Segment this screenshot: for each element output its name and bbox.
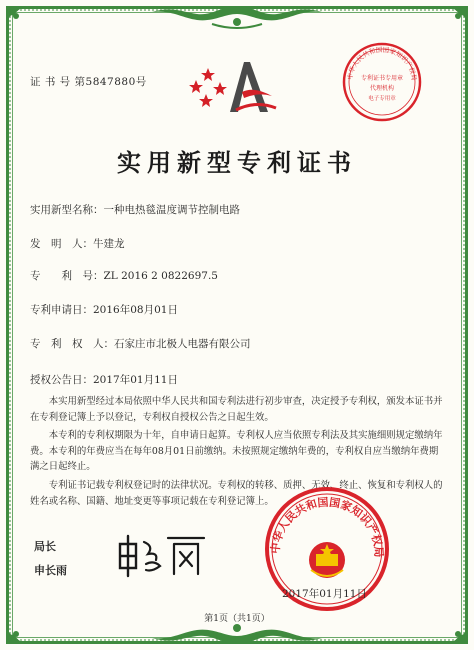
top-ornament-icon — [142, 2, 332, 32]
svg-text:中华人民共和国国家知识产权局: 中华人民共和国国家知识产权局 — [268, 495, 386, 558]
signatory-title: 局长 — [34, 540, 56, 553]
signatory-name: 申长雨 — [34, 564, 67, 577]
certificate-title: 实用新型专利证书 — [117, 148, 357, 177]
svg-text:电子专用章: 电子专用章 — [368, 96, 396, 102]
handwritten-signature-icon — [110, 530, 210, 580]
seal-date: 2017年01月11日 — [282, 588, 367, 600]
national-emblem-icon — [309, 542, 345, 578]
patent-number: 专 利 号：ZL 2016 2 0822697.5 — [30, 270, 218, 282]
certificate-number: 证 书 号 第5847880号 — [30, 76, 147, 88]
svg-text:代理机构: 代理机构 — [369, 85, 395, 92]
corner-ornament-icon — [432, 2, 472, 42]
page-indicator: 第1页（共1页） — [204, 614, 270, 624]
svg-text:中华人民共和国国家知识产权局: 中华人民共和国国家知识产权局 — [345, 45, 419, 82]
stars-icon — [189, 68, 227, 107]
grant-date: 授权公告日：2017年01月11日 — [30, 374, 178, 386]
bottom-ornament-icon — [142, 620, 332, 648]
sipo-logo-icon — [184, 52, 284, 122]
paragraph-term: 本专利的专利权期限为十年，自申请日起算。专利权人应当依照专利法及其实施细则规定缴纳年费。本专利的年费应当在每年08月01日前缴纳。未按照规定缴纳年费的，专利权自应当缴纳年费期满之日起终止。 — [30, 430, 443, 472]
svg-text:专利证书专用章: 专利证书专用章 — [360, 75, 404, 82]
paragraph-legal-status: 专利证书记载专利权登记时的法律状况。专利权的转移、质押、无效、终止、恢复和专利权人的姓名或名称、国籍、地址变更等事项记载在专利登记簿上。 — [30, 480, 443, 507]
corner-ornament-icon — [2, 2, 42, 42]
patentee: 专 利 权 人：石家庄市北极人电器有限公司 — [30, 338, 251, 350]
utility-model-name: 实用新型名称：一种电热毯温度调节控制电路 — [30, 204, 240, 216]
application-date: 专利申请日：2016年08月01日 — [30, 304, 178, 316]
inventor: 发 明 人：牛建龙 — [30, 238, 125, 250]
official-seal-icon — [340, 40, 424, 124]
paragraph-grant: 本实用新型经过本局依照中华人民共和国专利法进行初步审查，决定授予专利权，颁发本证书并在专利登记簿上予以登记，专利权自授权公告之日起生效。 — [30, 396, 443, 423]
